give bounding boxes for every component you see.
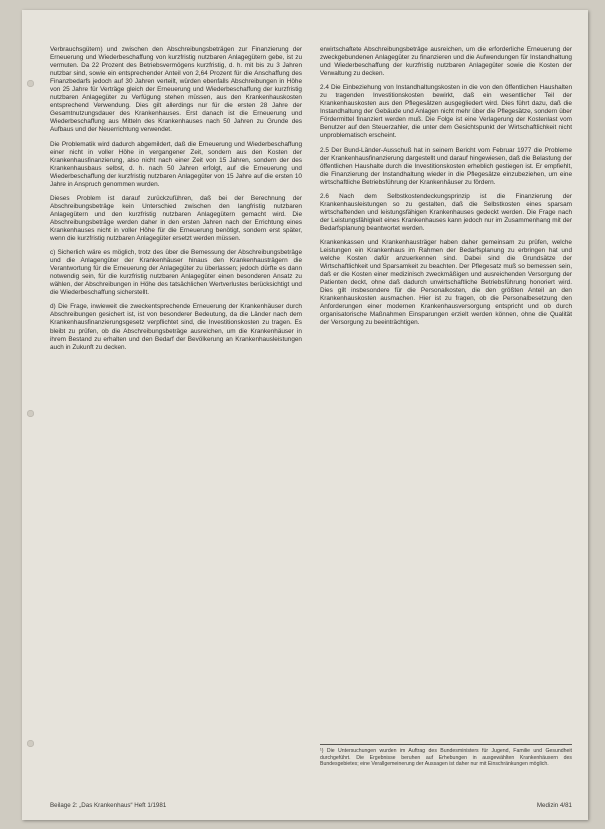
paragraph: Krankenkassen und Krankenhausträger haben daher gemeinsam zu prüfen, welche Leistungen ein Krankenhaus im Rahmen der Bedarfsplanung zu erbringen hat und welche Kosten dafür anzuerkennen sind. Dabei sind die Grundsätze der Wirtschaftlichkeit und Sparsamkeit zu beachten. Der Pflegesatz muß so bemessen sein, daß er die Kosten einer medizinisch zweckmäßigen und ausreichenden Versorgung der Patienten deckt, ohne daß dadurch unwirtschaftliche Betriebsführung honoriert wird. Dies gilt insbesondere für die Personalkosten, die den größten Anteil an den Krankenhauskosten ausmachen. Hier ist zu fragen, ob die Personalbesetzung den Anforderungen einer modernen Krankenhausversorgung entspricht und ob durch organisatorische Maßnahmen Einsparungen erzielt werden können, ohne die Qualität der Versorgung zu beeinträchtigen. [320,238,572,327]
paragraph: Dieses Problem ist darauf zurückzuführen, daß bei der Berechnung der Abschreibungsbeträge kein Unterschied zwischen den langfristig nutzbaren Anlagegütern und den kurzfristig nutzbaren Anlagegütern gemacht wird. Die Abschreibungsbeträge werden daher in den ersten Jahren nach der Errichtung eines Krankenhauses nicht in voller Höhe für die Erneuerung benötigt, sondern erst später, wenn die kurzfristig nutzbaren Anlagegüter ersetzt werden müssen. [50,194,302,243]
right-column [320,46,572,334]
paragraph: c) Sicherlich wäre es möglich, trotz des über die Bemessung der Abschreibungsbeträge und die Anlagengüter der Krankenhäuser hinaus den Krankenhausträgern die Verantwortung für die Erneuerung der Anlagegüter zu überlassen; jedoch dürfte es dann notwendig sein, für die kurzfristig nutzbaren Anlagegüter einen besonderen Ansatz zu wählen, der Abschreibungen in Höhe des tatsächlichen Wertverlustes berücksichtigt und die Wiederbeschaffung sicherstellt. [50,249,302,297]
page-footer [50,802,572,811]
paragraph: Verbrauchsgütern) und zwischen den Abschreibungsbeträgen zur Finanzierung der Erneuerung und Wiederbeschaffung von kurzfristig nutzbaren Anlagegütern gebe, ist zu vermuten. Da 22 Prozent des Betriebsvermögens kurzfristig, d. h. mit bis zu 3 Jahren nutzbar sind, sowie ein entsprechender Anteil von 2,64 Prozent für die Anschaffung des Finanzbedarfs jedoch auf 30 Jahren verteilt, würden ebenfalls Abschreibungen in Höhe von 25 Jahre für Verträge gleich der Erneuerung und Wiederbeschaffung der kurzfristig nutzbaren Anlagegüter zu Verfügung stehen müssen, aus den Krankenhauskosten entsprechend Verwendung. Dies gilt allerdings nur für die ersten 28 Jahre der Gesamtnutzungsdauer des Krankenhauses. Erst danach ist die Erneuerung und Wiederbeschaffung aus Mitteln des Krankenhauses nach 50 Jahren zu Grunde des Aufbaus und der Neuerrichtung verwendet. [50,46,302,134]
paragraph: Die Problematik wird dadurch abgemildert, daß die Erneuerung und Wiederbeschaffung einer nicht in voller Höhe in vergangener Zeit, sondern aus den Kosten der Krankenhausfinanzierung, also nicht nach einer Zeit von 15 Jahren, sondern der des Krankenhausbaus selbst, d. h. nach 50 Jahren erfolgt, auf die Erneuerung und Wiederbeschaffung der kurzfristig nutzbaren Anlagegüter von 15 Jahre auf die ersten 10 Jahre in Anspruch genommen wurden. [50,140,302,188]
paragraph: d) Die Frage, inwieweit die zweckentsprechende Erneuerung der Krankenhäuser durch Abschreibungen gesichert ist, ist von besonderer Bedeutung, da die Länder nach dem Krankenhausfinanzierungsgesetz verpflichtet sind, die Investitionskosten zu tragen. Es bleibt zu prüfen, ob die Abschreibungsbeträge ausreichen, um die Krankenhäuser in ihrem Bestand zu erhalten und den Bedarf der Bevölkerung an Krankenhausleistungen auch in Zukunft zu decken. [50,303,302,351]
footer-issue: Medizin 4/81 [536,802,572,809]
footnote [320,744,572,768]
binding-hole [27,740,34,747]
binding-holes [26,40,36,800]
paragraph: erwirtschaftete Abschreibungsbeträge ausreichen, um die erforderliche Erneuerung der zweckgebundenen Anlagegüter zu finanzieren und die Aufwendungen für Instandhaltung und Wiederbeschaffung der kurzfristig nutzbaren Anlagegüter sowie die Kosten der Verwaltung zu decken. [320,46,572,78]
paragraph: 2.4 Die Einbeziehung von Instandhaltungskosten in die von den öffentlichen Haushalten zu tragenden Investitionskosten bewirkt, daß ein wesentlicher Teil der Krankenhauskosten aus den Pflegesätzen ausgegliedert wird. Dies führt dazu, daß die Instandhaltung der Gebäude und Anlagen nicht mehr über die Pflegesätze, sondern über Fördermittel finanziert werden muß. Die Folge ist eine Verlagerung der Kostenlast vom Benutzer auf den Steuerzahler, die unter dem Gesichtspunkt der Wirtschaftlichkeit nicht unproblematisch erscheint. [320,84,572,140]
footer-source: Beilage 2: „Das Krankenhaus“ Heft 1/1981 [50,802,167,809]
footnote-text: ¹) Die Untersuchungen wurden im Auftrag des Bundesministers für Jugend, Familie und Gesundheit durchgeführt. Die Ergebnisse beruhen auf Erhebungen in ausgewählten Krankenhäusern des Bundesgebietes; eine Verallgemeinerung der Aussagen ist daher nur mit Einschränkungen möglich. [320,748,572,768]
left-column [50,46,302,358]
binding-hole [27,410,34,417]
paragraph: 2.5 Der Bund-Länder-Ausschuß hat in seinem Bericht vom Februar 1977 die Probleme der Krankenhausfinanzierung dargestellt und darauf hingewiesen, daß die Belastung der öffentlichen Haushalte durch die Investitionskosten erheblich gestiegen ist. Er empfiehlt, die Finanzierung der Instandhaltung wieder in die Pflegesätze einzubeziehen, um eine wirtschaftliche Betriebsführung der Krankenhäuser zu fördern. [320,146,572,186]
binding-hole [27,80,34,87]
paragraph: 2.6 Nach dem Selbstkostendeckungsprinzip ist die Finanzierung der Krankenhausleistungen so zu gestalten, daß die Selbstkosten eines sparsam wirtschaftenden und leistungsfähigen Krankenhauses gedeckt werden. Die Frage nach der Leistungsfähigkeit eines Krankenhauses kann jedoch nur im Zusammenhang mit der Bedarfsplanung beantwortet werden. [320,192,572,232]
document-page [22,10,588,820]
